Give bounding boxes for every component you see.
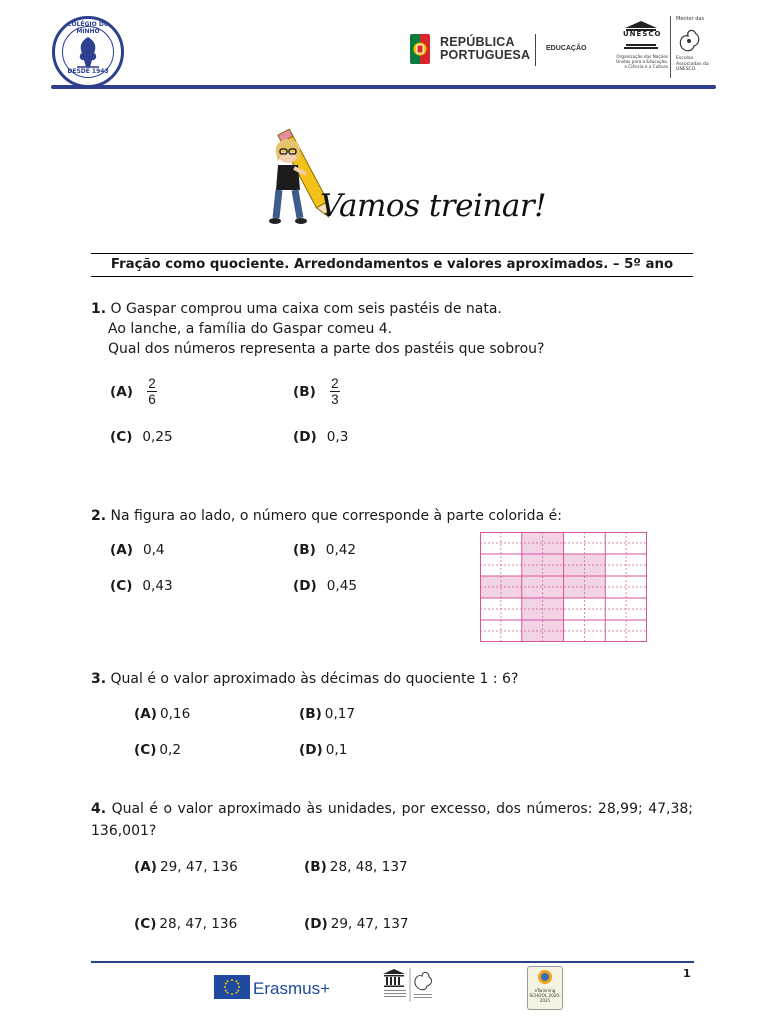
option-label: (A)	[134, 706, 157, 722]
eu-flag-icon	[214, 975, 250, 999]
shaded-grid-figure	[480, 532, 647, 642]
q1-option-c[interactable]	[110, 429, 173, 445]
option-label: (B)	[299, 706, 322, 722]
q2-option-a[interactable]	[110, 542, 165, 558]
page-number: 1	[683, 967, 691, 980]
school-seal-name: COLÉGIO DO MINHO	[67, 21, 109, 35]
q4-option-b[interactable]	[304, 859, 408, 875]
option-label: (D)	[293, 429, 317, 445]
fraction-denominator: 6	[148, 392, 156, 407]
question-4-number: 4	[91, 801, 101, 817]
q1-option-a[interactable]	[110, 376, 157, 407]
question-1-line-1: O Gaspar comprou uma caixa com seis pastéis de nata.	[110, 301, 502, 317]
option-label: (C)	[134, 916, 157, 932]
option-value: 0,45	[326, 578, 357, 594]
etwinning-text: eTwinning SCHOOL 2020-2021	[529, 988, 561, 1003]
question-2-number: 2	[91, 508, 101, 524]
gov-separator	[535, 34, 536, 66]
question-3-text: Qual é o valor aproximado às décimas do quociente 1 : 6?	[110, 671, 519, 687]
tree-icon	[71, 33, 105, 71]
fraction-2-6	[147, 376, 157, 407]
option-label: (B)	[304, 859, 327, 875]
q3-option-c[interactable]	[134, 742, 181, 758]
school-seal-year: DESDE 1943	[67, 68, 109, 75]
question-3-number: 3	[91, 671, 101, 687]
option-label: (A)	[134, 859, 157, 875]
option-value: 29, 47, 136	[159, 859, 238, 875]
option-label: (D)	[304, 916, 328, 932]
gov-name-line2: PORTUGUESA	[440, 48, 531, 62]
option-label: (D)	[293, 578, 317, 594]
question-3: 3. Qual é o valor aproximado às décimas do quociente 1 : 6?	[91, 671, 519, 687]
footer-unesco-logo-icon	[380, 966, 440, 1006]
portugal-emblem-icon	[408, 32, 432, 66]
option-value: 0,3	[326, 429, 349, 445]
question-4: 4. Qual é o valor aproximado às unidades, por excesso, dos números: 28,99; 47,38; 136,001?	[91, 801, 693, 839]
q1-option-b[interactable]	[293, 376, 340, 407]
header-rule	[51, 85, 716, 89]
option-value: 0,16	[159, 706, 191, 722]
footer-rule	[91, 961, 694, 963]
unesco-org-text: Organização das Nações Unidas para a Educação, a Ciência e a Cultura	[616, 54, 668, 69]
option-value: 29, 47, 137	[330, 916, 409, 932]
q4-option-c[interactable]	[134, 916, 237, 932]
q3-option-a[interactable]	[134, 706, 190, 722]
unesco-divider	[670, 16, 671, 78]
q4-option-d[interactable]	[304, 916, 409, 932]
fraction-denominator: 3	[331, 392, 339, 407]
option-label: (A)	[110, 542, 133, 558]
question-1-line-3: Qual dos números representa a parte dos pastéis que sobrou?	[108, 341, 545, 357]
page-title: Vamos treinar!	[320, 188, 547, 224]
option-value: 0,42	[325, 542, 357, 558]
question-1: 1. O Gaspar comprou uma caixa com seis pastéis de nata. Ao lanche, a família do Gaspar comeu 4. Qual dos números representa a parte dos pastéis que sobrou?	[91, 299, 691, 359]
q3-option-b[interactable]	[299, 706, 355, 722]
fraction-numerator: 2	[331, 376, 339, 391]
question-1-line-2: Ao lanche, a família do Gaspar comeu 4.	[108, 321, 393, 337]
option-value: 28, 48, 137	[329, 859, 408, 875]
option-value: 0,25	[142, 429, 173, 445]
q1-option-d[interactable]	[293, 429, 348, 445]
question-2-text: Na figura ao lado, o número que corresponde à parte colorida é:	[110, 508, 562, 524]
option-label: (C)	[134, 742, 157, 758]
topic-rule-top	[91, 253, 693, 254]
gov-name	[440, 36, 530, 62]
option-label: (A)	[110, 383, 133, 400]
topic-rule-bottom	[91, 276, 693, 277]
option-value: 0,1	[325, 742, 348, 758]
q2-option-c[interactable]	[110, 578, 173, 594]
question-4-numbers: 28,99; 47,38; 136,001?	[91, 801, 693, 839]
option-label: (C)	[110, 429, 133, 445]
option-value: 0,4	[142, 542, 165, 558]
option-value: 0,17	[324, 706, 356, 722]
question-4-text: Qual é o valor aproximado às unidades, por excesso, dos números:	[111, 801, 593, 817]
q2-option-b[interactable]	[293, 542, 356, 558]
unesco-wordmark: UNESCO	[623, 30, 662, 38]
option-label: (D)	[299, 742, 323, 758]
asp-text: Escolas Associadas da UNESCO	[676, 56, 709, 73]
question-1-number: 1	[91, 301, 101, 317]
q2-option-d[interactable]	[293, 578, 357, 594]
erasmus-wordmark: Erasmus+	[253, 979, 330, 998]
option-value: 0,43	[142, 578, 173, 594]
q4-option-a[interactable]	[134, 859, 238, 875]
asp-network-icon	[676, 26, 702, 56]
option-label: (C)	[110, 578, 133, 594]
option-label: (B)	[293, 383, 316, 400]
option-label: (B)	[293, 542, 316, 558]
question-2: 2. Na figura ao lado, o número que corresponde à parte colorida é:	[91, 508, 562, 524]
option-value: 28, 47, 136	[159, 916, 238, 932]
option-value: 0,2	[159, 742, 182, 758]
etwinning-icon	[528, 967, 562, 987]
gov-name-line1: REPÚBLICA	[440, 35, 515, 49]
mentor-text: Mentor das	[676, 16, 705, 22]
fraction-numerator: 2	[148, 376, 156, 391]
q3-option-d[interactable]	[299, 742, 347, 758]
fraction-2-3	[330, 376, 340, 407]
topic-heading: Fração como quociente. Arredondamentos e valores aproximados. – 5º ano	[110, 257, 674, 272]
gov-department: EDUCAÇÃO	[546, 45, 587, 52]
